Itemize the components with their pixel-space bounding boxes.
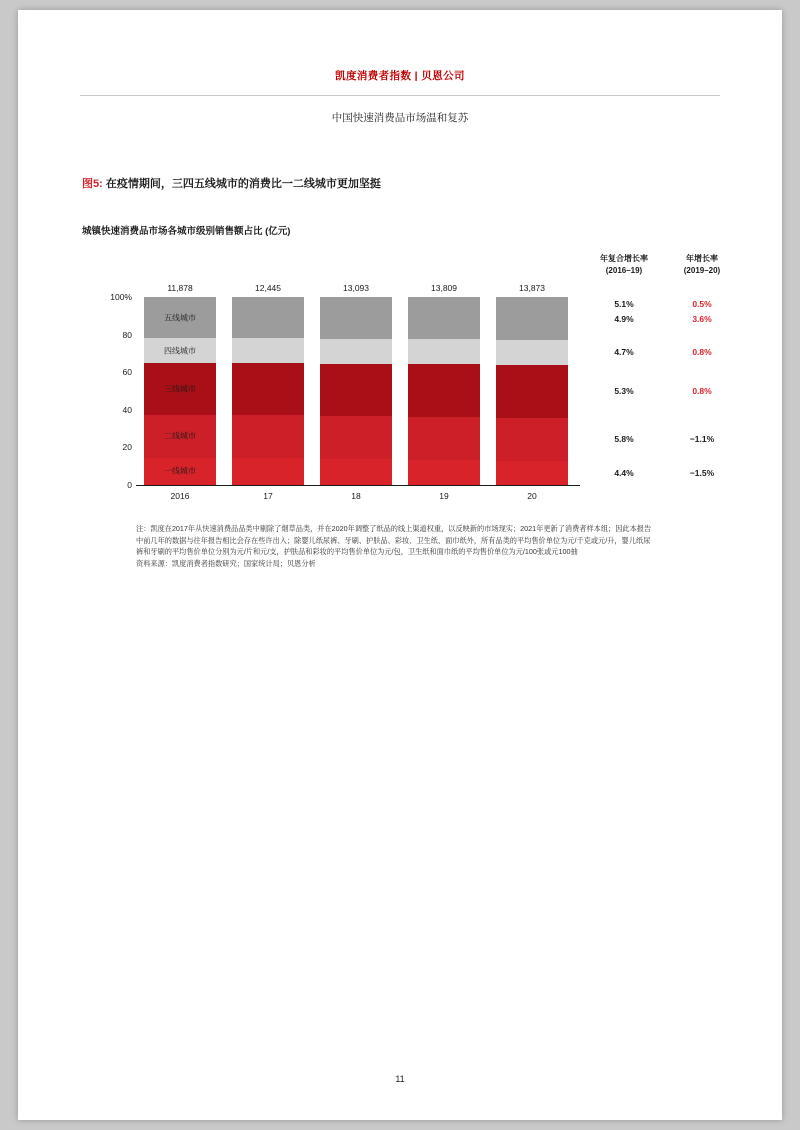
bar-stack[interactable] [232, 297, 304, 485]
cagr-value-二线城市: 5.8% [614, 434, 634, 445]
chart-title: 城镇快速消费品市场各城市级别销售额占比 (亿元) [82, 226, 291, 237]
bar-segment[interactable] [320, 416, 392, 458]
series-label: 二线城市 [164, 431, 196, 441]
y-axis-tick: 100% [110, 292, 132, 302]
bar-total-label: 13,873 [519, 283, 545, 293]
bar-segment[interactable] [408, 339, 480, 363]
cagr-value-四线城市: 4.7% [614, 347, 634, 358]
bar-total-label: 11,878 [167, 283, 193, 293]
bar-segment[interactable] [320, 339, 392, 363]
figure-title [82, 175, 782, 191]
yoy-header-line1: 年增长率 [686, 254, 718, 263]
bar-stack[interactable] [144, 297, 216, 485]
bar-stack[interactable] [320, 297, 392, 485]
bar-segment[interactable] [232, 338, 304, 362]
cagr-column-header [588, 253, 660, 277]
x-axis-tick: 17 [263, 491, 273, 501]
cagr-total-value: 5.1% [614, 299, 634, 309]
bar-segment[interactable] [496, 365, 568, 419]
bar-segment[interactable] [232, 458, 304, 485]
figure-title-text: 在疫情期间，三四五线城市的消费比一二线城市更加坚挺 [105, 178, 381, 190]
cagr-header-line1: 年复合增长率 [600, 254, 648, 263]
bar-segment[interactable] [496, 461, 568, 485]
y-axis-tick: 40 [122, 404, 132, 415]
brand-label: 凯度消费者指数 | 贝恩公司 [335, 70, 465, 82]
x-axis-line [136, 485, 580, 486]
yoy-value-二线城市: −1.1% [689, 434, 715, 445]
cagr-header-line2: (2016–19) [605, 266, 643, 275]
chart-notes [136, 523, 676, 569]
bar-segment[interactable] [408, 297, 480, 339]
y-axis-labels [92, 291, 132, 491]
figure-number: 图5: [82, 178, 103, 190]
cagr-value-三线城市: 5.3% [614, 386, 634, 397]
yoy-value-一线城市: −1.5% [689, 467, 715, 478]
yoy-column-header [666, 253, 738, 277]
y-axis-tick: 20 [122, 442, 132, 453]
document-page [18, 10, 782, 1120]
bar-stack[interactable] [496, 297, 568, 485]
note-line-1: 注：凯度在2017年从快速消费品品类中剔除了烟草品类，并在2020年调整了纸品的线上渠道权重，以反映新的市场现实；2021年更新了消费者样本组；因此本报告 [136, 524, 652, 533]
cagr-value-五线城市: 4.9% [614, 313, 634, 324]
bar-segment[interactable] [320, 459, 392, 485]
bar-total-label: 13,093 [343, 283, 369, 293]
y-axis-tick: 60 [122, 367, 132, 378]
bar-stack[interactable] [408, 297, 480, 485]
x-axis-tick: 18 [351, 491, 361, 501]
bar-segment[interactable] [408, 364, 480, 418]
yoy-value-三线城市: 0.8% [692, 386, 712, 397]
bar-segment[interactable] [496, 418, 568, 460]
bar-segment[interactable] [496, 340, 568, 364]
plot-region [136, 283, 576, 485]
cagr-value-一线城市: 4.4% [614, 467, 634, 478]
page-number: 11 [395, 1074, 405, 1084]
bar-segment[interactable] [320, 364, 392, 417]
series-label: 五线城市 [164, 313, 196, 323]
note-line-3: 裤和牙刷的平均售价单位分别为元/片和元/支，护肤品和彩妆的平均售价单位为元/包，卫生纸和面巾纸的平均售价单位为元/100张或元100抽 [136, 547, 578, 556]
series-label: 三线城市 [164, 384, 196, 394]
report-subtitle: 中国快速消费品市场温和复苏 [331, 112, 469, 124]
bar-segment[interactable] [408, 460, 480, 485]
x-axis-tick: 19 [439, 491, 449, 501]
y-axis-tick: 0 [127, 480, 132, 490]
yoy-total-value: 0.5% [692, 299, 712, 309]
series-label: 四线城市 [164, 346, 196, 356]
yoy-value-四线城市: 0.8% [692, 347, 712, 358]
bar-segment[interactable] [232, 415, 304, 457]
bar-total-label: 12,445 [255, 283, 281, 293]
bar-segment[interactable] [496, 297, 568, 340]
x-axis-tick: 2016 [170, 491, 190, 501]
page-header [18, 10, 782, 83]
note-line-4: 资料来源：凯度消费者指数研究；国家统计局；贝恩分析 [136, 558, 316, 568]
bar-total-label: 13,809 [431, 283, 457, 293]
x-axis-tick: 20 [527, 491, 537, 501]
note-line-2: 中前几年的数据与往年报告相比会存在些许出入；除婴儿纸尿裤、牙刷、护肤品、彩妆、卫生纸、面巾纸外，所有品类的平均售价单位为元/千克或元/升，婴儿纸尿 [136, 535, 651, 545]
yoy-header-line2: (2019–20) [683, 266, 721, 275]
yoy-value-五线城市: 3.6% [692, 313, 712, 324]
bar-segment[interactable] [320, 297, 392, 339]
chart-area [18, 253, 782, 513]
y-axis-tick: 80 [122, 329, 132, 340]
bar-segment[interactable] [232, 363, 304, 416]
series-label: 一线城市 [164, 466, 196, 476]
bar-segment[interactable] [232, 297, 304, 338]
bar-segment[interactable] [408, 417, 480, 459]
